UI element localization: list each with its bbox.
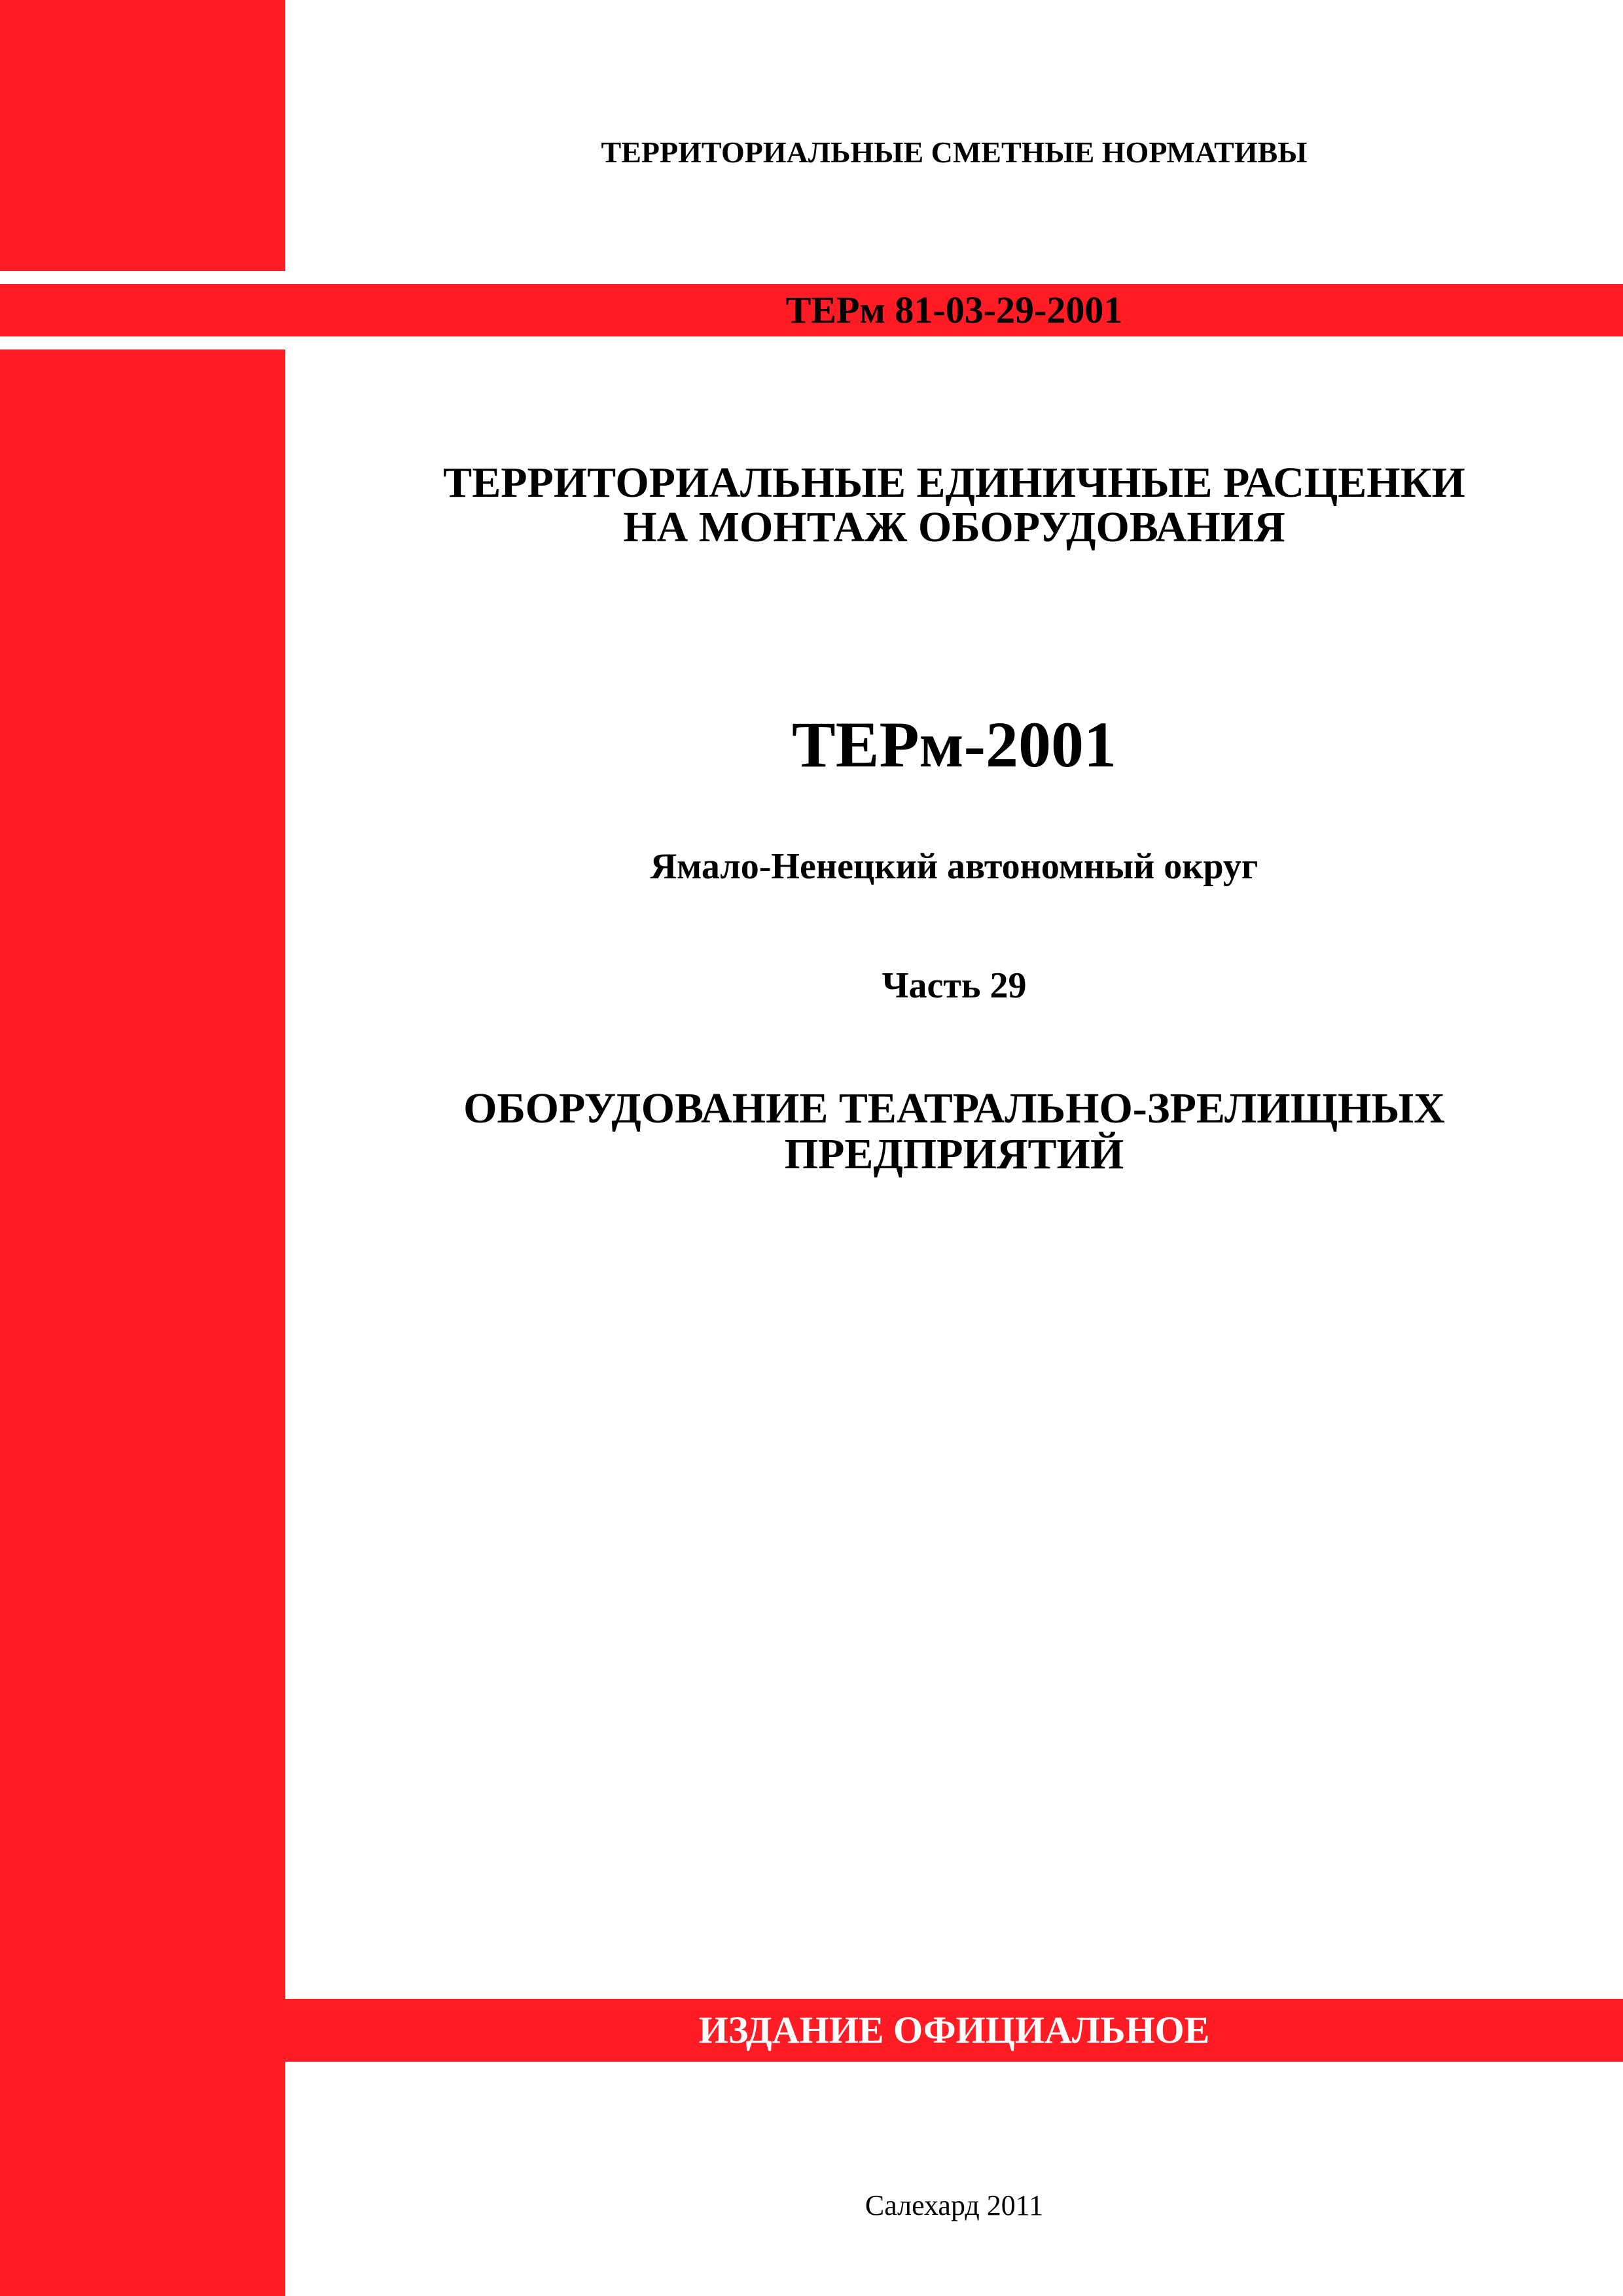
subject-line-1: ОБОРУДОВАНИЕ ТЕАТРАЛЬНО-ЗРЕЛИЩНЫХ xyxy=(463,1085,1445,1132)
left-red-block-bottom xyxy=(0,2075,285,2296)
part-number: Часть 29 xyxy=(882,965,1027,1006)
title-line-2: НА МОНТАЖ ОБОРУДОВАНИЯ xyxy=(623,503,1285,551)
left-red-block-middle xyxy=(0,350,285,2079)
title-line-1: ТЕРРИТОРИАЛЬНЫЕ ЕДИНИЧНЫЕ РАСЦЕНКИ xyxy=(443,459,1465,507)
imprint: Салехард 2011 xyxy=(865,2189,1044,2221)
region-name: Ямало-Ненецкий автономный округ xyxy=(650,846,1258,887)
series-title: ТЕРРИТОРИАЛЬНЫЕ СМЕТНЫЕ НОРМАТИВЫ xyxy=(601,135,1308,169)
left-red-block-top xyxy=(0,0,285,271)
document-code: ТЕРм 81-03-29-2001 xyxy=(785,289,1123,331)
collection-code: ТЕРм-2001 xyxy=(792,708,1116,781)
edition-label: ИЗДАНИЕ ОФИЦИАЛЬНОЕ xyxy=(698,2009,1210,2051)
subject-line-2: ПРЕДПРИЯТИЙ xyxy=(784,1130,1124,1178)
